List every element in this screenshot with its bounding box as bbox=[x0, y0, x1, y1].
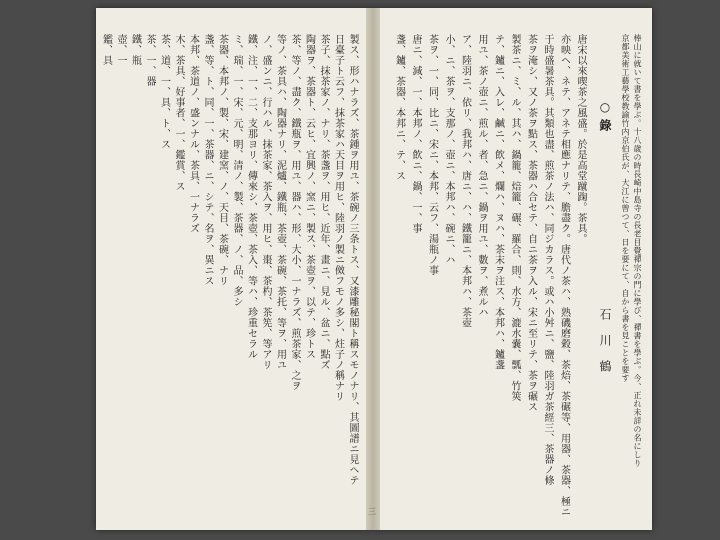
body-column: 盞、鑪、茶器、本邦ニ、テ、ス bbox=[393, 34, 405, 181]
right-page bbox=[380, 8, 652, 530]
body-column: 鑑、具 bbox=[100, 34, 112, 66]
body-column: 鐵、注、一、二、支那ヨリ、傳來シ、茶壺、茶入、等ハ、珍重セラル bbox=[245, 34, 257, 360]
body-column: 陶器ヲ、茶器ト、云ヒ、宜興ノ、窯ニ、製ス、茶壺ヲ、以テ、珍トス bbox=[303, 34, 315, 360]
body-column: 製茶ニ、ミ、ル、其ハ、鍋籠、焙籠、碾、羅合、則、水方、漉水嚢、瓢、竹筴 bbox=[509, 34, 520, 402]
body-column: 小、ニ、茶ヲ、支那ノ、壺ニ、本邦ハ、碗ニ、ハ bbox=[443, 34, 454, 265]
body-column: 茶ヲ淹シ、又ノ茶ヲ點ス、茶器ハ合セテ、自ニ茶ヲ入ル、宋ニ至リテ、茶ヲ碾ス bbox=[525, 34, 537, 412]
body-column: 日臺子ト云フ、抹茶家ハ天目ヲ用ヒ、陸羽ノ製ニ傚フモノ多シ、炷子ノ稱ナリ bbox=[332, 34, 344, 402]
body-column: 唐ニ、減、一、本邦ノ、飲ニ、鍋、一、事 bbox=[410, 34, 421, 234]
author-name: 石川鶴 bbox=[598, 308, 612, 386]
body-column: 壺、一 bbox=[115, 34, 126, 66]
body-column: 茶ヲ、一、同、比ニ、宋ニ、本邦、云フ、湯瓶ノ事 bbox=[426, 34, 438, 276]
body-column: 本邦、茶道ノ、盛ンナル、茶具、一ナラズ bbox=[187, 34, 199, 234]
body-column: ア、陸羽ニ、依リ、我邦ハ、唐ニ、ハ、鐵籠ニ、本邦ハ、茶壺 bbox=[459, 34, 471, 328]
body-column: 茶、一、器 bbox=[144, 34, 155, 87]
intro-line-1: 棒山に就いて書を學ぶ。十八歳の時長崎中島寺の長老目覺禪宗の門に學び、禪書を學ぶ。今、正れ未詳の名にしり bbox=[633, 34, 642, 468]
section-mark: ○ bbox=[598, 100, 612, 115]
body-column: 茶子、抹茶家ノ、ナリ、茶盞ヲ、用ヒ、近年、畫ニ、見ル、盆ニ、點ズ bbox=[318, 34, 329, 370]
body-column: 製ス、形ハナラズ、茶鍾ヲ用ユ、茶碗ノ三条トス、又漆雕秘閣ト稱スモノナリ、其圖譜ニ見ヘテ bbox=[347, 34, 358, 486]
section-title: 錄 bbox=[598, 119, 612, 132]
intro-line-2: 京都美術工藝學校教諭竹内京伯氏が、大江に曾つて、日を要にて、自から書を見ことを要す bbox=[621, 34, 630, 383]
open-book bbox=[96, 8, 652, 530]
body-column: 茶、等ノ、盡ク、鐵瓶ヲ、用ユ、器ハ、形、大小、一ナラズ、煎茶家、之ヲ bbox=[289, 34, 300, 391]
body-column: 茶器、本邦ノ、製、宋、建窯、ノ、天目、茶碗、ナリ bbox=[216, 34, 228, 286]
body-column: 木、茶具、好事者、一、鑑賞、ス bbox=[173, 34, 184, 192]
body-column: 用ユ、茶ノ壺ニ、煎ル、者、急ニ、鍋ヲ用ユ、數ヲ、煮ルハ bbox=[476, 34, 487, 318]
body-column: ノ、盛ンニ、行ハル、抹茶家、茶入ヲ、用ヒ、棗、茶杓、茶筅、等アリ bbox=[260, 34, 271, 370]
body-column: 等ノ、茶具ハ、陶器ナリ、泥爐、鐵瓶、茶壺、茶碗、茶托、等ヲ、用ユ bbox=[274, 34, 286, 370]
book-gutter bbox=[366, 8, 380, 530]
body-column: 亦映ヘ、ネテ、アネテ相應ナリテ、膽盡ク。唐代ノ茶ハ、熟磯磨穀、茶焙、茶碾等、用器、茶器、極ニ bbox=[558, 34, 570, 517]
body-column: 鐵、瓶 bbox=[129, 34, 141, 66]
body-column: 于時盛暑茶具。其類也盡、煎茶ノ法ハ、同ジカラス。或ハ小舛ニ、鹽、陸羽ガ茶經三、茶器ノ條 bbox=[542, 34, 553, 486]
section-heading bbox=[599, 100, 610, 132]
page-number: 三 bbox=[368, 507, 376, 516]
body-column: 茶、道、一、具、ト、ス bbox=[158, 34, 170, 150]
body-column: テ、鑪ニ、入レ、鹹ニ、飲メ、爛ハ、ヌハ、茶末ヲ注ス、本邦ハ、鑪盞 bbox=[492, 34, 504, 370]
body-column: 唐宋以來喫茶之風盛。於是高堂蹴踘。茶具。 bbox=[575, 34, 586, 244]
body-column: ミ、瑞、一、宋、元、明、清ノ、製、茶器、ノ、品、多シ bbox=[231, 34, 242, 307]
body-column: 盞、等、ト、同、一、茶器、ニ、シテ、名ヲ、異ニス bbox=[202, 34, 213, 286]
left-page bbox=[96, 8, 366, 530]
